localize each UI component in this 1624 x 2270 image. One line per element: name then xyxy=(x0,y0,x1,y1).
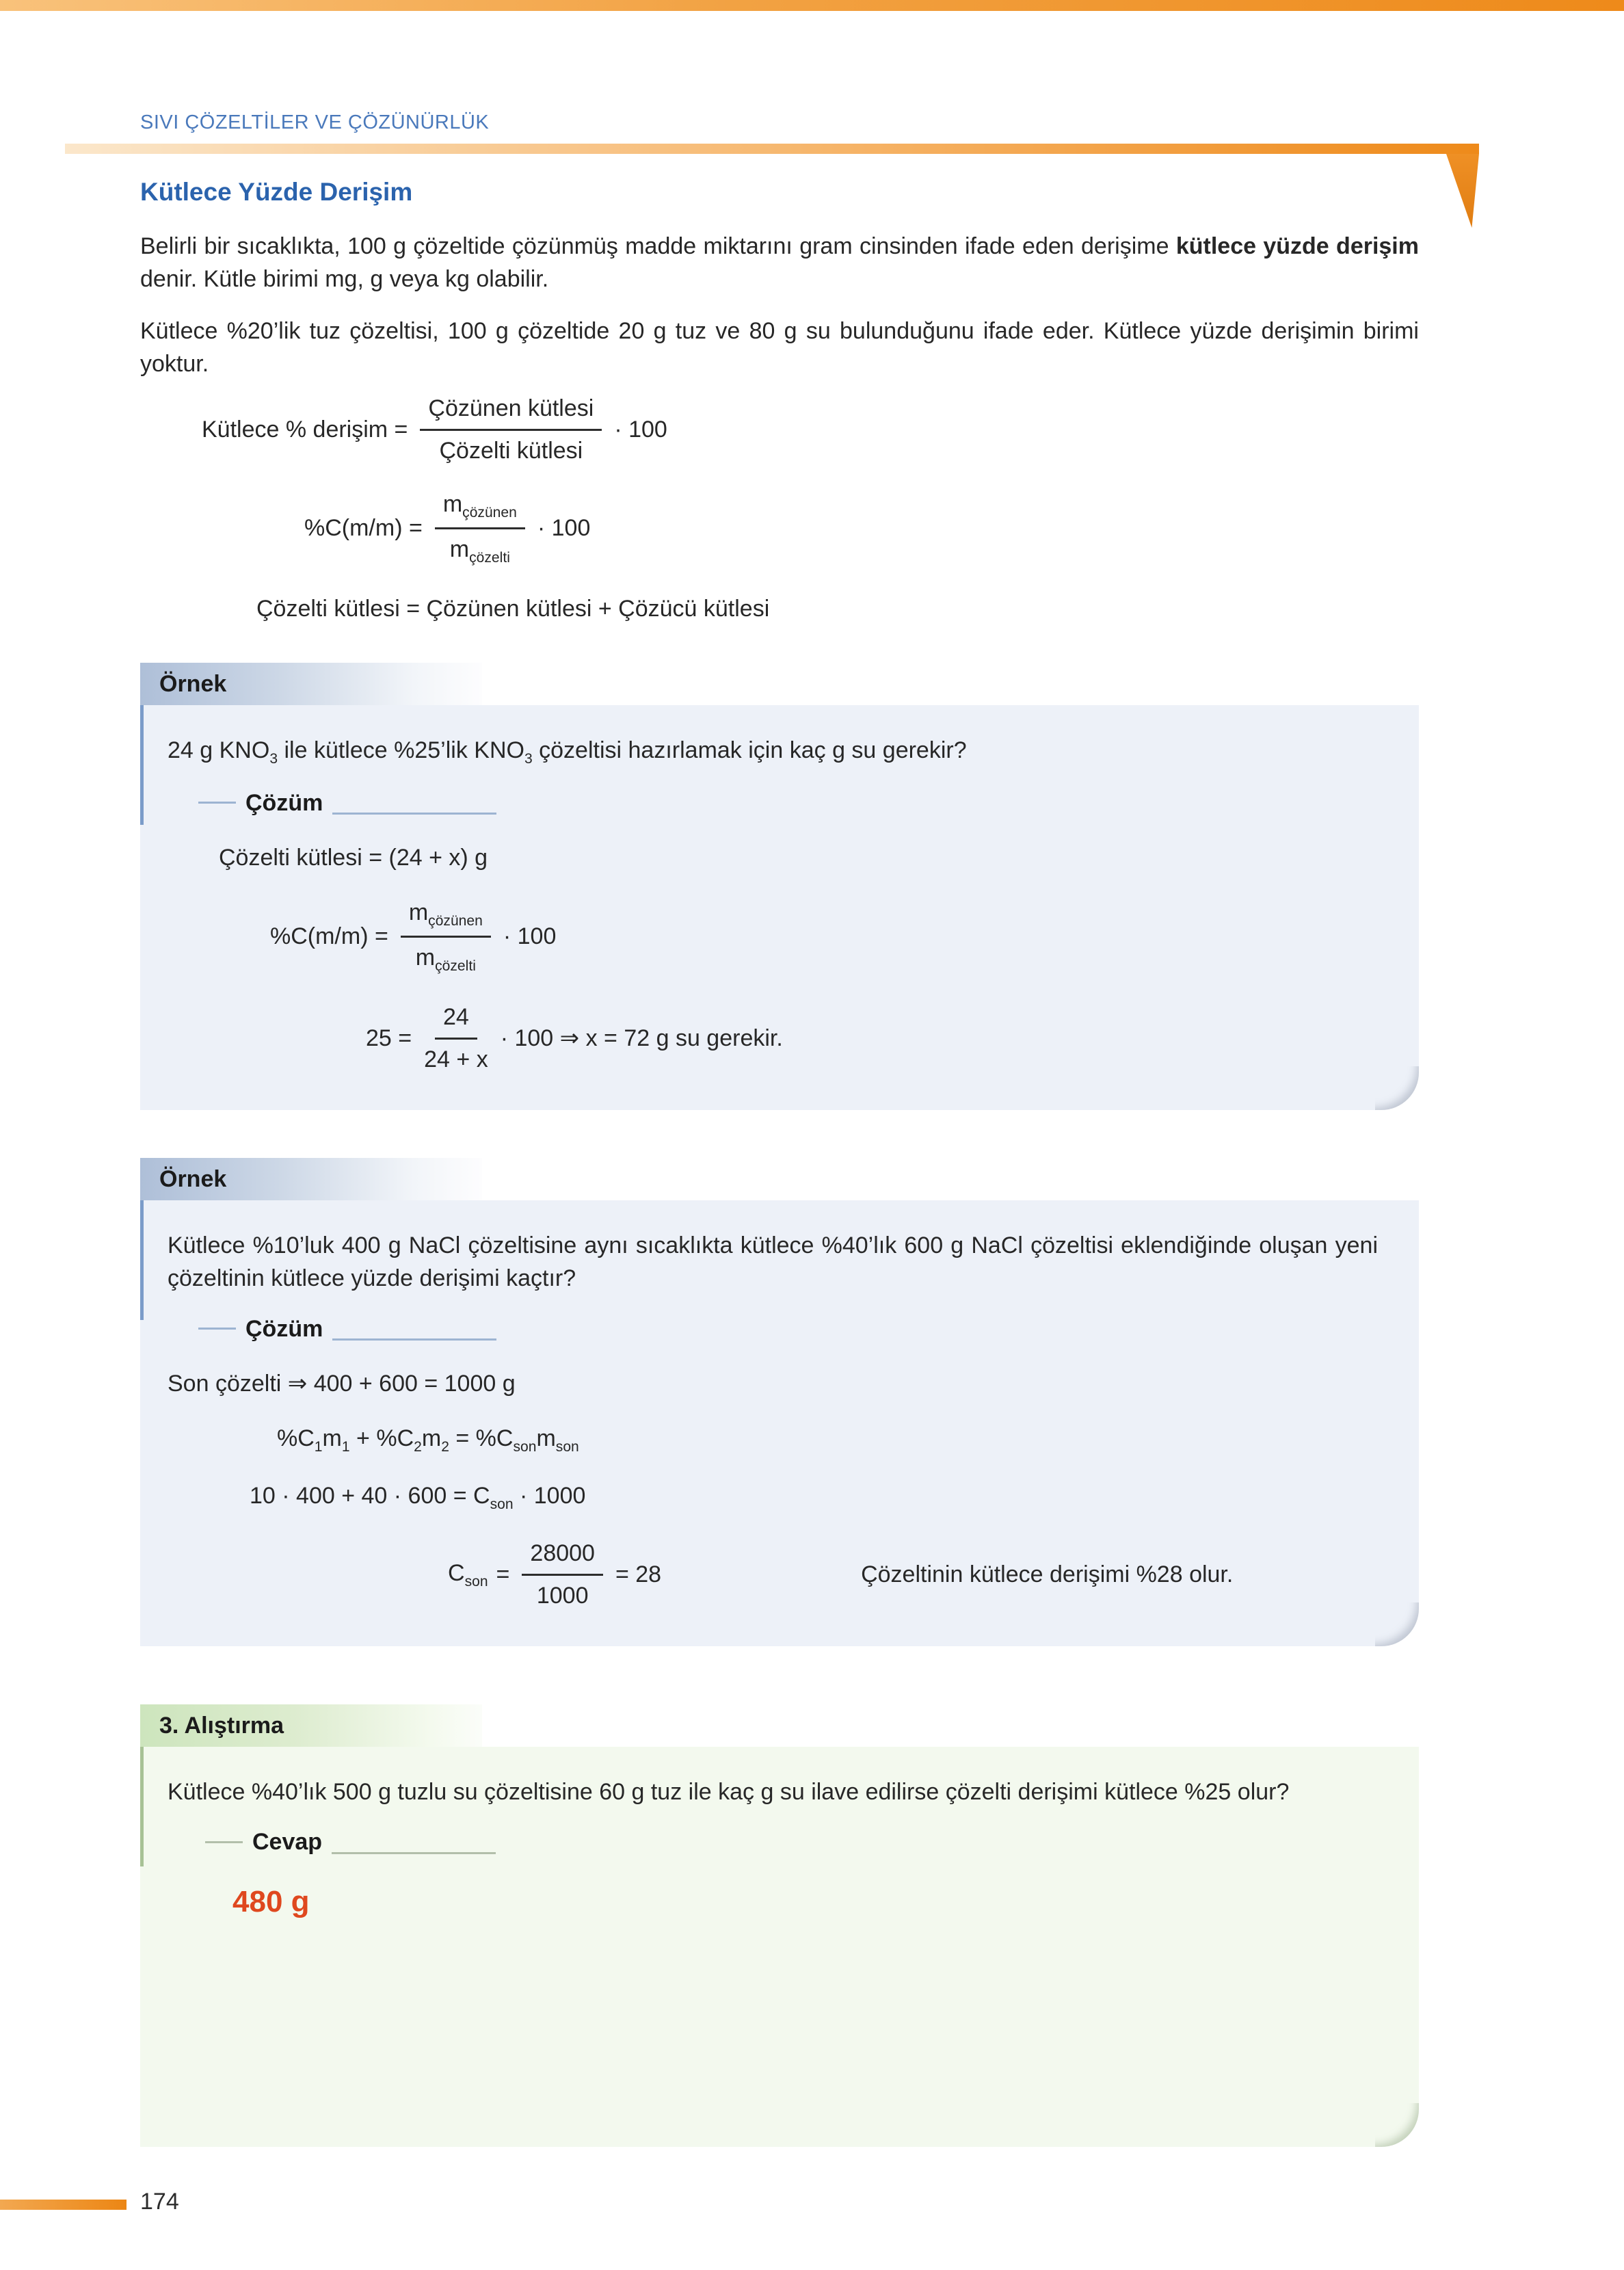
page-number: 174 xyxy=(140,2189,179,2215)
solution-underline xyxy=(332,1338,496,1341)
formula-lhs: %C(m/m) = xyxy=(270,923,388,949)
subscript: son xyxy=(464,1573,488,1589)
formula-fragment: = %C xyxy=(449,1425,514,1452)
header-rule xyxy=(65,144,1479,154)
paragraph-bold-term: kütlece yüzde derişim xyxy=(1175,233,1419,259)
fraction-denominator xyxy=(416,938,476,977)
formula-fragment: m xyxy=(421,1425,442,1452)
result-line xyxy=(366,1001,1378,1077)
solution-underline xyxy=(332,813,496,815)
answer-label: Cevap xyxy=(252,1829,323,1856)
example-body xyxy=(140,1200,1419,1646)
subscript: son xyxy=(555,1438,579,1455)
solution-bracket-line xyxy=(198,1328,236,1330)
formula-lhs: Kütlece % derişim = xyxy=(202,416,408,443)
formula-fragment: m xyxy=(415,944,436,971)
paragraph-text: denir. Kütle birimi mg, g veya kg olabilir. xyxy=(140,265,549,292)
formula-fragment: m xyxy=(408,899,429,926)
fraction-numerator xyxy=(401,896,491,938)
formula-mult: · 100 xyxy=(503,923,557,949)
result-line xyxy=(448,1537,1378,1613)
exercise-question: Kütlece %40’lık 500 g tuzlu su çözeltisine 60 g tuz ile kaç g su ilave edilirse çözelti derişimi kütlece %25 olur? xyxy=(168,1779,1290,1806)
fraction xyxy=(435,488,525,568)
running-head: SIVI ÇÖZELTİLER VE ÇÖZÜNÜRLÜK xyxy=(140,111,490,133)
fraction xyxy=(401,896,491,976)
solution-bracket-line xyxy=(198,802,236,804)
mix-formula-line xyxy=(277,1422,1378,1457)
subscript: 2 xyxy=(414,1438,422,1455)
formula-mult: · 100 xyxy=(614,416,667,443)
section-title: Kütlece Yüzde Derişim xyxy=(140,178,413,206)
example-question: Kütlece %10’luk 400 g NaCl çözeltisine aynı sıcaklıkta kütlece %40’lık 600 g NaCl çözeltisi eklendiğinde oluşan yeni çözeltinin kütlece yüzde derişimi kaçtır? xyxy=(168,1232,1378,1292)
example-tab xyxy=(140,1158,482,1200)
fraction-denominator: 24 + x xyxy=(424,1046,488,1072)
formula-result: · 100 ⇒ x = 72 g su gerekir. xyxy=(500,1025,783,1051)
example-tab-label: Örnek xyxy=(159,1165,227,1192)
formula-lhs: %C(m/m) = xyxy=(304,514,423,541)
example-question xyxy=(168,734,1378,769)
fraction-denominator: 1000 xyxy=(536,1582,589,1609)
formula-mult: · 100 xyxy=(537,514,591,541)
paragraph-text: Belirli bir sıcaklıkta, 100 g çözeltide çözünmüş madde miktarını gram cinsinden ifade eden derişime xyxy=(140,233,1176,259)
subscript: 1 xyxy=(314,1438,323,1455)
formula-fragment: 10 · 400 + 40 · 600 = C xyxy=(250,1482,490,1509)
subscript: çözünen xyxy=(462,504,517,520)
fraction-numerator: 24 xyxy=(435,1001,477,1040)
fraction-numerator: 28000 xyxy=(522,1537,603,1576)
solution-heading xyxy=(198,1312,1378,1345)
subscript: 1 xyxy=(341,1438,350,1455)
question-text: çözeltisi hazırlamak için kaç g su gerekir? xyxy=(532,737,967,763)
formula-fragment: m xyxy=(442,491,463,518)
solution-step: Çözelti kütlesi = (24 + x) g xyxy=(219,844,488,871)
formula-result: = 28 xyxy=(615,1561,662,1587)
question-text: ile kütlece %25’lik KNO xyxy=(278,737,524,763)
solution-label: Çözüm xyxy=(245,789,323,816)
example-box-2 xyxy=(140,1158,1419,1646)
intro-paragraph-1 xyxy=(140,230,1419,296)
formula-cmm xyxy=(270,896,1378,976)
formula-fragment: m xyxy=(536,1425,556,1452)
example-box-1 xyxy=(140,663,1419,1110)
fraction xyxy=(522,1537,603,1613)
exercise-tab xyxy=(140,1704,482,1747)
formula-fragment: + %C xyxy=(349,1425,414,1452)
intro-paragraph-2: Kütlece %20’lik tuz çözeltisi, 100 g çözeltide 20 g tuz ve 80 g su bulunduğunu ifade eder. Kütlece yüzde derişimin birimi yoktur. xyxy=(140,318,1419,378)
question-text: 24 g KNO xyxy=(168,737,270,763)
subscript: 2 xyxy=(441,1438,449,1455)
formula-fragment: C xyxy=(448,1559,465,1586)
exercise-tab-label: 3. Alıştırma xyxy=(159,1712,284,1739)
top-accent-bar xyxy=(0,0,1624,11)
formula-lhs xyxy=(448,1557,488,1592)
example-tab-label: Örnek xyxy=(159,670,227,697)
subscript: 3 xyxy=(524,750,533,767)
formula-fragment: · 1000 xyxy=(513,1482,586,1509)
subscript: 3 xyxy=(269,750,278,767)
formula-cmm xyxy=(304,488,1419,568)
answer-value: 480 g xyxy=(232,1884,310,1918)
subscript: çözelti xyxy=(435,958,476,974)
header-ribbon xyxy=(1446,154,1479,228)
solution-label: Çözüm xyxy=(245,1315,323,1342)
page-content xyxy=(140,174,1419,2147)
substitution-line xyxy=(250,1479,1378,1515)
fraction-numerator: Çözünen kütlesi xyxy=(420,392,602,431)
subscript: son xyxy=(490,1496,514,1512)
subscript: son xyxy=(513,1438,537,1455)
subscript: çözelti xyxy=(469,549,510,566)
example-body xyxy=(140,705,1419,1110)
formula-fragment: m xyxy=(449,536,470,562)
solution-heading xyxy=(198,787,1378,819)
formula-fragment: m xyxy=(322,1425,342,1452)
exercise-box xyxy=(140,1704,1419,2147)
fraction-denominator: Çözelti kütlesi xyxy=(439,437,583,464)
equals-sign: = xyxy=(496,1561,510,1587)
footer-accent-bar xyxy=(0,2200,127,2210)
formula-mass-percent xyxy=(202,392,1419,468)
formula-lhs: 25 = xyxy=(366,1025,412,1051)
fraction xyxy=(424,1001,488,1077)
example-tab xyxy=(140,663,482,705)
fraction-numerator xyxy=(435,488,525,529)
fraction xyxy=(420,392,602,468)
subscript: çözünen xyxy=(428,912,483,929)
fraction-denominator xyxy=(450,529,510,568)
exercise-body xyxy=(140,1747,1419,2147)
formula-solution-mass xyxy=(256,592,1419,625)
answer-bracket-line xyxy=(205,1841,243,1843)
answer-heading xyxy=(205,1825,1378,1858)
result-note: Çözeltinin kütlece derişimi %28 olur. xyxy=(861,1561,1234,1587)
formula-text: Çözelti kütlesi = Çözünen kütlesi + Çözücü kütlesi xyxy=(256,595,770,622)
solution-step: Son çözelti ⇒ 400 + 600 = 1000 g xyxy=(168,1370,516,1397)
answer-underline xyxy=(332,1852,496,1854)
formula-fragment: %C xyxy=(277,1425,315,1452)
